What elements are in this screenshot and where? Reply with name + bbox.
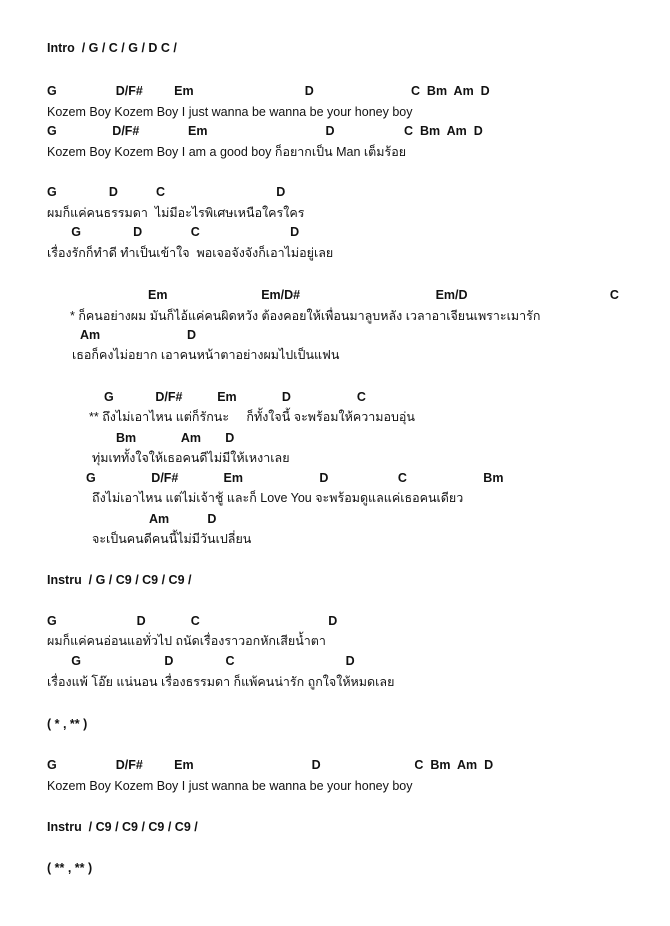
chord-line: G D/F# Em D C Bm Am D xyxy=(47,124,483,138)
chord-line: Am D xyxy=(80,328,196,342)
lyric-line: ทุ่มเททั้งใจให้เธอคนดีไม่มีให้เหงาเลย xyxy=(92,451,290,465)
chord-line: Em Em/D# Em/D C xyxy=(148,288,619,302)
chord-line: Am D xyxy=(149,512,217,526)
chord-line: G D/F# Em D C xyxy=(104,390,366,404)
lyric-line: จะเป็นคนดีคนนี้ไม่มีวันเปลี่ยน xyxy=(92,532,252,546)
chord-line: G D C D xyxy=(47,185,286,199)
chord-line: G D/F# Em D C Bm Am D xyxy=(47,758,494,772)
lyric-line: ผมก็แค่คนธรรมดา ไม่มีอะไรพิเศษเหนือใครใคร xyxy=(47,206,305,220)
repeat-marker: ( * , ** ) xyxy=(47,717,88,731)
lyric-line: ผมก็แค่คนอ่อนแอทั่วไป ถนัดเรื่องราวอกหักเสียน้ำตา xyxy=(47,634,326,648)
repeat-marker: ( ** , ** ) xyxy=(47,861,93,875)
lyric-line: Kozem Boy Kozem Boy I just wanna be wanna be your honey boy xyxy=(47,779,413,793)
instru-line: Instru / G / C9 / C9 / C9 / xyxy=(47,573,192,587)
lyric-line: เรื่องแพ้ โอ๊ย แน่นอน เรื่องธรรมดา ก็แพ้คนน่ารัก ถูกใจให้หมดเลย xyxy=(47,675,395,689)
chord-line: Bm Am D xyxy=(116,431,235,445)
chord-line: G D C D xyxy=(47,225,300,239)
chord-line: G D/F# Em D C Bm Am D xyxy=(47,84,490,98)
lyric-line: * ก็คนอย่างผม มันก็ไอ้แค่คนผิดหวัง ต้องคอยให้เพื่อนมาลูบหลัง เวลาอาเจียนเพราะเมารัก xyxy=(70,309,541,323)
chord-line: G D C D xyxy=(47,614,338,628)
chord-line: G D/F# Em D C Bm xyxy=(86,471,504,485)
intro-line: Intro / G / C / G / D C / xyxy=(47,41,177,55)
lyric-line: เรื่องรักก็ทำดี ทำเป็นเข้าใจ พอเจอจังจังก็เอาไม่อยู่เลย xyxy=(47,246,334,260)
lyric-line: Kozem Boy Kozem Boy I just wanna be wanna be your honey boy xyxy=(47,105,413,119)
lyric-line: ถึงไม่เอาไหน แต่ไม่เจ้าชู้ และก็ Love You จะพร้อมดูแลแค่เธอคนเดียว xyxy=(92,491,464,505)
chord-line: G D C D xyxy=(47,654,355,668)
lyric-line: เธอก็คงไม่อยาก เอาคนหน้าตาอย่างผมไปเป็นแฟน xyxy=(72,348,340,362)
lyric-line: ** ถึงไม่เอาไหน แต่ก็รักนะ ก็ทั้งใจนี้ จะพร้อมให้ความอบอุ่น xyxy=(89,410,415,424)
instru-line: Instru / C9 / C9 / C9 / C9 / xyxy=(47,820,198,834)
lyric-line: Kozem Boy Kozem Boy I am a good boy ก็อยากเป็น Man เต็มร้อย xyxy=(47,145,407,159)
